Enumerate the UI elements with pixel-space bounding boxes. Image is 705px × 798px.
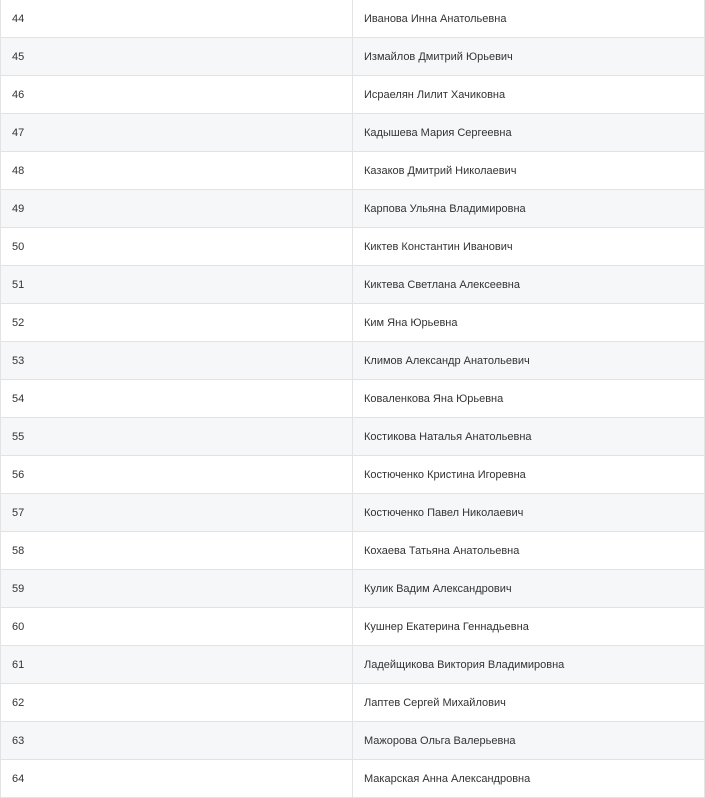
row-name: Кохаева Татьяна Анатольевна [353,532,705,570]
table-row [1,722,705,760]
table-row [1,190,705,228]
table-row [1,380,705,418]
row-name: Киктев Константин Иванович [353,228,705,266]
row-number: 54 [1,380,353,418]
row-name: Кадышева Мария Сергеевна [353,114,705,152]
row-number: 50 [1,228,353,266]
table-row [1,304,705,342]
row-name: Климов Александр Анатольевич [353,342,705,380]
row-number: 45 [1,38,353,76]
row-number: 58 [1,532,353,570]
row-number: 46 [1,76,353,114]
table-row [1,266,705,304]
table-row [1,228,705,266]
row-name: Кулик Вадим Александрович [353,570,705,608]
table-row [1,608,705,646]
row-name: Исраелян Лилит Хачиковна [353,76,705,114]
table-row [1,684,705,722]
row-number: 64 [1,760,353,798]
row-name: Иванова Инна Анатольевна [353,0,705,38]
table-row [1,0,705,38]
row-number: 56 [1,456,353,494]
row-number: 62 [1,684,353,722]
row-number: 63 [1,722,353,760]
table-row [1,76,705,114]
row-name: Киктева Светлана Алексеевна [353,266,705,304]
row-number: 49 [1,190,353,228]
row-name: Измайлов Дмитрий Юрьевич [353,38,705,76]
table-row [1,418,705,456]
row-name: Лаптев Сергей Михайлович [353,684,705,722]
table-row [1,342,705,380]
row-name: Карпова Ульяна Владимировна [353,190,705,228]
table-row [1,532,705,570]
table-row [1,152,705,190]
table-row [1,646,705,684]
row-name: Макарская Анна Александровна [353,760,705,798]
table-row [1,38,705,76]
table-body [1,0,705,798]
row-name: Коваленкова Яна Юрьевна [353,380,705,418]
row-name: Костюченко Павел Николаевич [353,494,705,532]
row-number: 53 [1,342,353,380]
row-name: Костюченко Кристина Игоревна [353,456,705,494]
table-row [1,114,705,152]
row-number: 44 [1,0,353,38]
row-name: Костикова Наталья Анатольевна [353,418,705,456]
row-number: 59 [1,570,353,608]
row-name: Кушнер Екатерина Геннадьевна [353,608,705,646]
row-number: 55 [1,418,353,456]
table-row [1,570,705,608]
row-name: Казаков Дмитрий Николаевич [353,152,705,190]
row-number: 47 [1,114,353,152]
row-number: 60 [1,608,353,646]
table-row [1,456,705,494]
row-name: Мажорова Ольга Валерьевна [353,722,705,760]
row-number: 52 [1,304,353,342]
row-number: 51 [1,266,353,304]
table-row [1,494,705,532]
row-number: 48 [1,152,353,190]
row-number: 61 [1,646,353,684]
row-name: Ладейщикова Виктория Владимировна [353,646,705,684]
table-row [1,760,705,798]
row-name: Ким Яна Юрьевна [353,304,705,342]
row-number: 57 [1,494,353,532]
